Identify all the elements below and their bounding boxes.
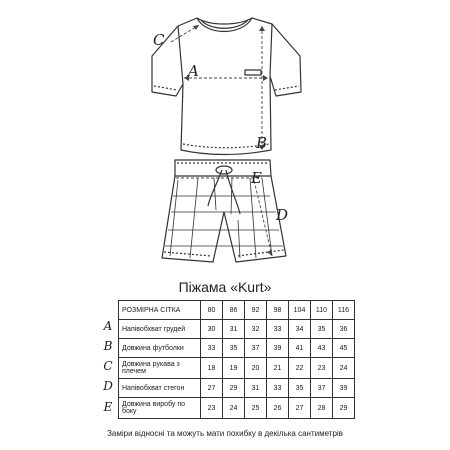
row-letter-b: B <box>103 339 113 353</box>
table-cell: 26 <box>267 398 289 419</box>
size-header: 104 <box>289 301 311 320</box>
label-c: C <box>153 31 165 49</box>
row-label: Напівобхват грудей <box>119 320 201 339</box>
size-chart-table <box>118 300 355 419</box>
table-cell: 36 <box>333 320 355 339</box>
table-cell: 35 <box>289 379 311 398</box>
table-cell: 33 <box>267 379 289 398</box>
table-cell: 24 <box>333 358 355 379</box>
table-cell: 18 <box>201 358 223 379</box>
row-label: Напівобхват стегон <box>119 379 201 398</box>
size-header: 110 <box>311 301 333 320</box>
table-row <box>119 358 355 379</box>
table-cell: 31 <box>223 320 245 339</box>
table-row <box>119 320 355 339</box>
table-row <box>119 379 355 398</box>
row-letter-d: D <box>103 379 113 393</box>
size-header: 80 <box>201 301 223 320</box>
table-cell: 31 <box>245 379 267 398</box>
row-letter-c: C <box>103 359 113 373</box>
table-cell: 39 <box>333 379 355 398</box>
table-cell: 33 <box>201 339 223 358</box>
table-cell: 39 <box>267 339 289 358</box>
label-b: B <box>256 134 268 152</box>
table-header-label: РОЗМІРНА СІТКА <box>119 301 201 320</box>
shorts-drawing <box>162 160 289 262</box>
table-cell: 35 <box>223 339 245 358</box>
table-cell: 37 <box>245 339 267 358</box>
table-cell: 29 <box>333 398 355 419</box>
table-cell: 28 <box>311 398 333 419</box>
table-cell: 22 <box>289 358 311 379</box>
table-cell: 27 <box>201 379 223 398</box>
row-label: Довжина футболки <box>119 339 201 358</box>
label-e: E <box>251 169 262 187</box>
table-cell: 30 <box>201 320 223 339</box>
size-header: 86 <box>223 301 245 320</box>
table-cell: 41 <box>289 339 311 358</box>
table-cell: 23 <box>311 358 333 379</box>
table-cell: 45 <box>333 339 355 358</box>
size-header: 116 <box>333 301 355 320</box>
table-cell: 35 <box>311 320 333 339</box>
measure-letters <box>153 31 288 224</box>
row-letter-a: A <box>103 319 113 333</box>
label-d: D <box>276 206 289 224</box>
tshirt-drawing <box>152 18 301 155</box>
label-a: A <box>188 62 199 80</box>
table-cell: 21 <box>267 358 289 379</box>
table-cell: 23 <box>201 398 223 419</box>
table-cell: 43 <box>311 339 333 358</box>
table-cell: 34 <box>289 320 311 339</box>
table-cell: 19 <box>223 358 245 379</box>
table-cell: 27 <box>289 398 311 419</box>
table-row <box>119 398 355 419</box>
table-cell: 25 <box>245 398 267 419</box>
row-label: Довжина виробу по боку <box>119 398 201 419</box>
table-cell: 20 <box>245 358 267 379</box>
table-cell: 37 <box>311 379 333 398</box>
size-header: 92 <box>245 301 267 320</box>
row-label: Довжина рукава з плечем <box>119 358 201 379</box>
measurement-note: Заміри відносні та можуть мати похибку в декілька сантиметрів <box>107 429 343 438</box>
table-row <box>119 339 355 358</box>
row-letter-e: E <box>103 400 113 414</box>
table-cell: 33 <box>267 320 289 339</box>
table-cell: 24 <box>223 398 245 419</box>
table-header-row <box>119 301 355 320</box>
table-cell: 29 <box>223 379 245 398</box>
product-title: Піжама «Kurt» <box>178 279 272 295</box>
table-cell: 32 <box>245 320 267 339</box>
size-header: 98 <box>267 301 289 320</box>
